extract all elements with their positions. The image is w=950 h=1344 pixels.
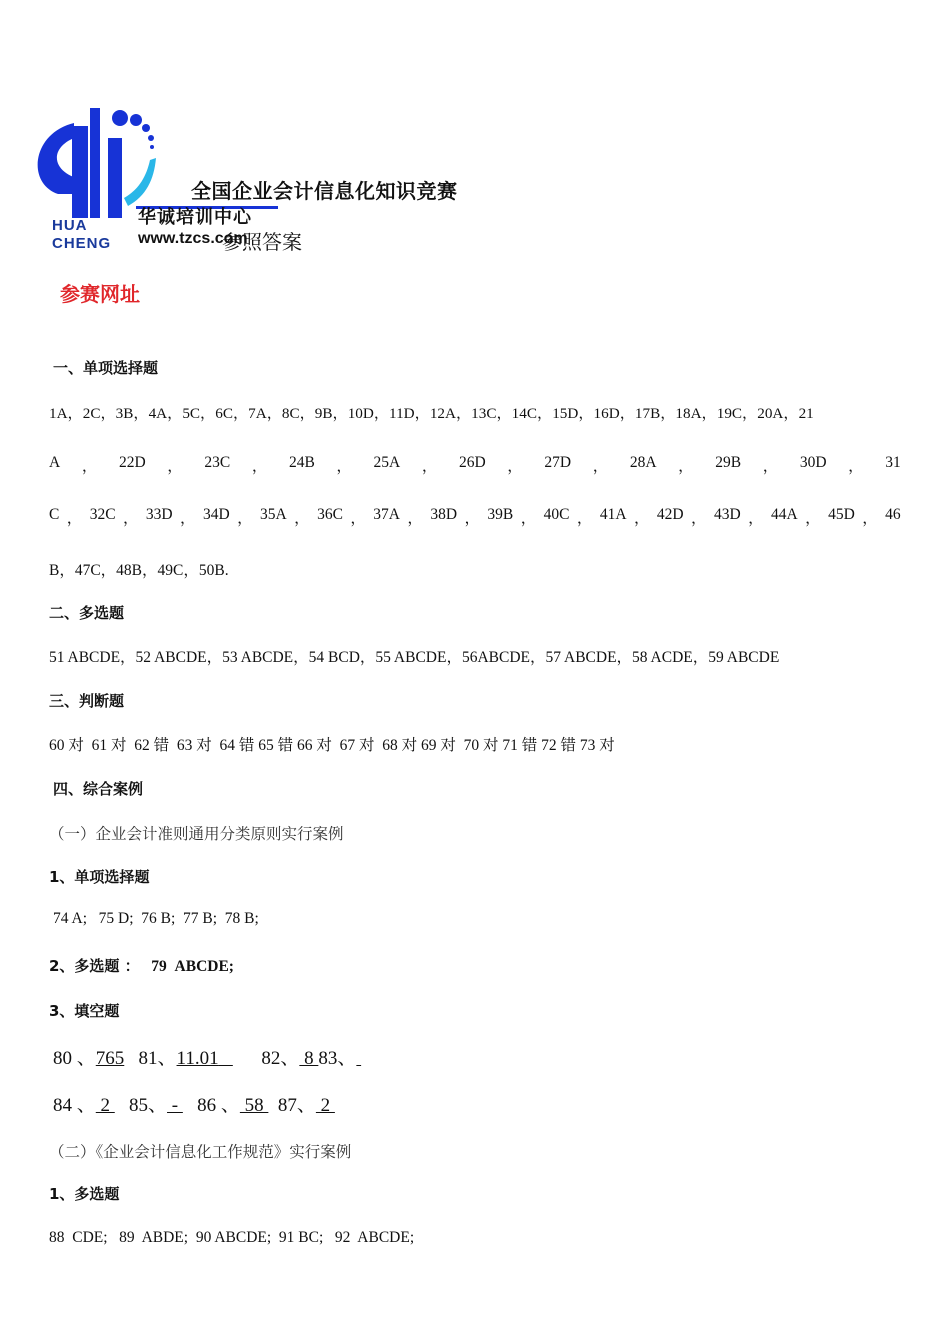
single-choice-heading: 一、单项选择题 (53, 359, 159, 377)
page-title: 全国企业会计信息化知识竞赛 (191, 179, 458, 203)
answer-token: C (49, 506, 60, 523)
answer-token: 30D (799, 454, 827, 471)
answer-token: ， (407, 510, 423, 527)
answer-token: 23C (204, 454, 231, 471)
case1-title: （一）企业会计准则通用分类原则实行案例 (49, 825, 344, 843)
answer-token: 33D (145, 506, 173, 523)
fill-row-1 (53, 1043, 361, 1070)
q86-label: 86 、 (197, 1095, 240, 1116)
true-false-line: 60 对 61 对 62 错 63 对 64 错 65 错 66 对 67 对 68 对 69 对 70 对 71 错 72 错 73 对 (49, 737, 615, 754)
answer-token: ， (576, 510, 593, 527)
answer-token: 29B (715, 454, 742, 471)
answer-token: 35A (260, 506, 287, 523)
logo-swoosh (124, 158, 156, 206)
q84-label: 84 、 (53, 1095, 96, 1116)
answer-token: A (49, 454, 61, 471)
page-subtitle: 参照答案 (222, 230, 302, 254)
a85-answer: - (167, 1095, 183, 1116)
answer-token: ， (862, 510, 878, 527)
answer-token: 36C (317, 506, 343, 523)
case2-multi-line: 88 CDE; 89 ABDE; 90 ABCDE; 91 BC; 92 ABCDE; (49, 1229, 415, 1246)
a81-answer: 11.01 (176, 1048, 219, 1069)
a87-answer: 2 (315, 1095, 335, 1116)
answer-token: ， (805, 510, 821, 527)
answer-token: 46 (885, 506, 901, 523)
answer-token: ， (762, 458, 779, 475)
answer-token: 34D (202, 506, 230, 523)
answer-token: 28A (629, 454, 657, 471)
answer-token: ， (678, 458, 694, 475)
a84-answer: 2 (95, 1095, 115, 1116)
answer-token: ， (848, 458, 864, 475)
answer-token: ， (633, 510, 650, 527)
logo-bar-3 (108, 138, 122, 218)
logo-dot-1 (112, 110, 128, 126)
answer-token: ， (180, 510, 196, 527)
logo-dot-4 (148, 135, 154, 141)
q83-label: 83、 (318, 1048, 357, 1069)
answer-token: ， (350, 510, 366, 527)
answer-token: ， (520, 510, 537, 527)
cases-heading: 四、综合案例 (53, 780, 144, 798)
a86-answer: 58 (239, 1095, 269, 1116)
answer-token: 43D (713, 506, 741, 523)
logo-text-hua: HUA (52, 217, 88, 234)
answer-token: 32C (89, 506, 116, 523)
answer-token: ， (81, 458, 98, 475)
logo-dot-2 (130, 114, 142, 126)
answer-token: 38D (430, 506, 458, 523)
answer-token: ， (336, 458, 352, 475)
single-choice-line-4: B，47C，48B，49C，50B. (49, 562, 229, 579)
answer-token: 40C (543, 506, 570, 523)
answer-token: ， (294, 510, 310, 527)
answer-token: ， (122, 510, 139, 527)
true-false-heading: 三、判断题 (49, 692, 125, 710)
case1-fill-heading: 3、填空题 (49, 1002, 120, 1020)
logo-url: www.tzcs.com (138, 230, 248, 247)
fill-row-2 (53, 1090, 335, 1117)
logo-bar-1 (72, 126, 88, 218)
q80-label: 80 、 (53, 1048, 96, 1069)
answer-token: 25A (373, 454, 401, 471)
answer-token: ， (592, 458, 609, 475)
answer-token: 42D (656, 506, 684, 523)
case1-multi-heading: 2、多选题 ： (49, 957, 140, 975)
q81-label: 81、 (138, 1048, 177, 1069)
answer-token: ， (66, 510, 83, 527)
a82-answer: 8 (299, 1048, 319, 1069)
answer-token: 37A (373, 506, 400, 523)
answer-token: ， (251, 458, 268, 475)
multi-choice-line: 51 ABCDE，52 ABCDE，53 ABCDE，54 BCD，55 ABCDE，56ABCDE，57 ABCDE，58 ACDE，59 ABCDE (49, 649, 780, 666)
a80-answer: 765 (95, 1048, 125, 1069)
case1-single-line: 74 A; 75 D; 76 B; 77 B; 78 B; (53, 910, 259, 927)
answer-token: 39B (487, 506, 514, 523)
logo-dot-3 (142, 124, 150, 132)
answer-token: ， (748, 510, 764, 527)
single-choice-line-3 (49, 506, 901, 528)
logo-dot-5 (150, 145, 154, 149)
logo-text-chinese: 华诚培训中心 (138, 207, 252, 228)
a83-answer (356, 1048, 361, 1069)
case2-title: （二）《企业会计信息化工作规范》实行案例 (49, 1143, 352, 1161)
answer-token: 41A (599, 506, 627, 523)
q82-label: 82、 (261, 1048, 300, 1069)
answer-token: 44A (771, 506, 798, 523)
logo-text-cheng: CHENG (52, 235, 112, 252)
multi-choice-heading: 二、多选题 (49, 604, 125, 622)
answer-token: ， (464, 510, 480, 527)
answer-token: 24B (288, 454, 315, 471)
answer-token: ， (507, 458, 523, 475)
answer-token: ， (421, 458, 438, 475)
q85-label: 85、 (129, 1095, 168, 1116)
case1-single-heading: 1、单项选择题 (49, 868, 150, 886)
case1-multi-row (49, 955, 234, 976)
answer-token: 22D (118, 454, 146, 471)
answer-token: ， (237, 510, 253, 527)
answer-token: ， (167, 458, 183, 475)
case2-multi-heading: 1、多选题 (49, 1185, 120, 1203)
answer-token: 31 (885, 454, 901, 471)
answer-token: ， (691, 510, 707, 527)
case1-multi-answer: 79 ABCDE; (151, 958, 234, 975)
answer-token: 45D (828, 506, 855, 523)
logo-bar-2 (90, 108, 100, 218)
answer-token: 27D (544, 454, 572, 471)
contest-site-link[interactable]: 参赛网址 (60, 282, 140, 306)
single-choice-line-2 (49, 454, 901, 476)
q87-label: 87、 (277, 1095, 316, 1116)
single-choice-line-1: 1A，2C，3B，4A，5C，6C，7A，8C，9B，10D，11D，12A，13C，14C，15D，16D，17B，18A，19C，20A，21 (49, 405, 814, 422)
answer-token: 26D (458, 454, 486, 471)
